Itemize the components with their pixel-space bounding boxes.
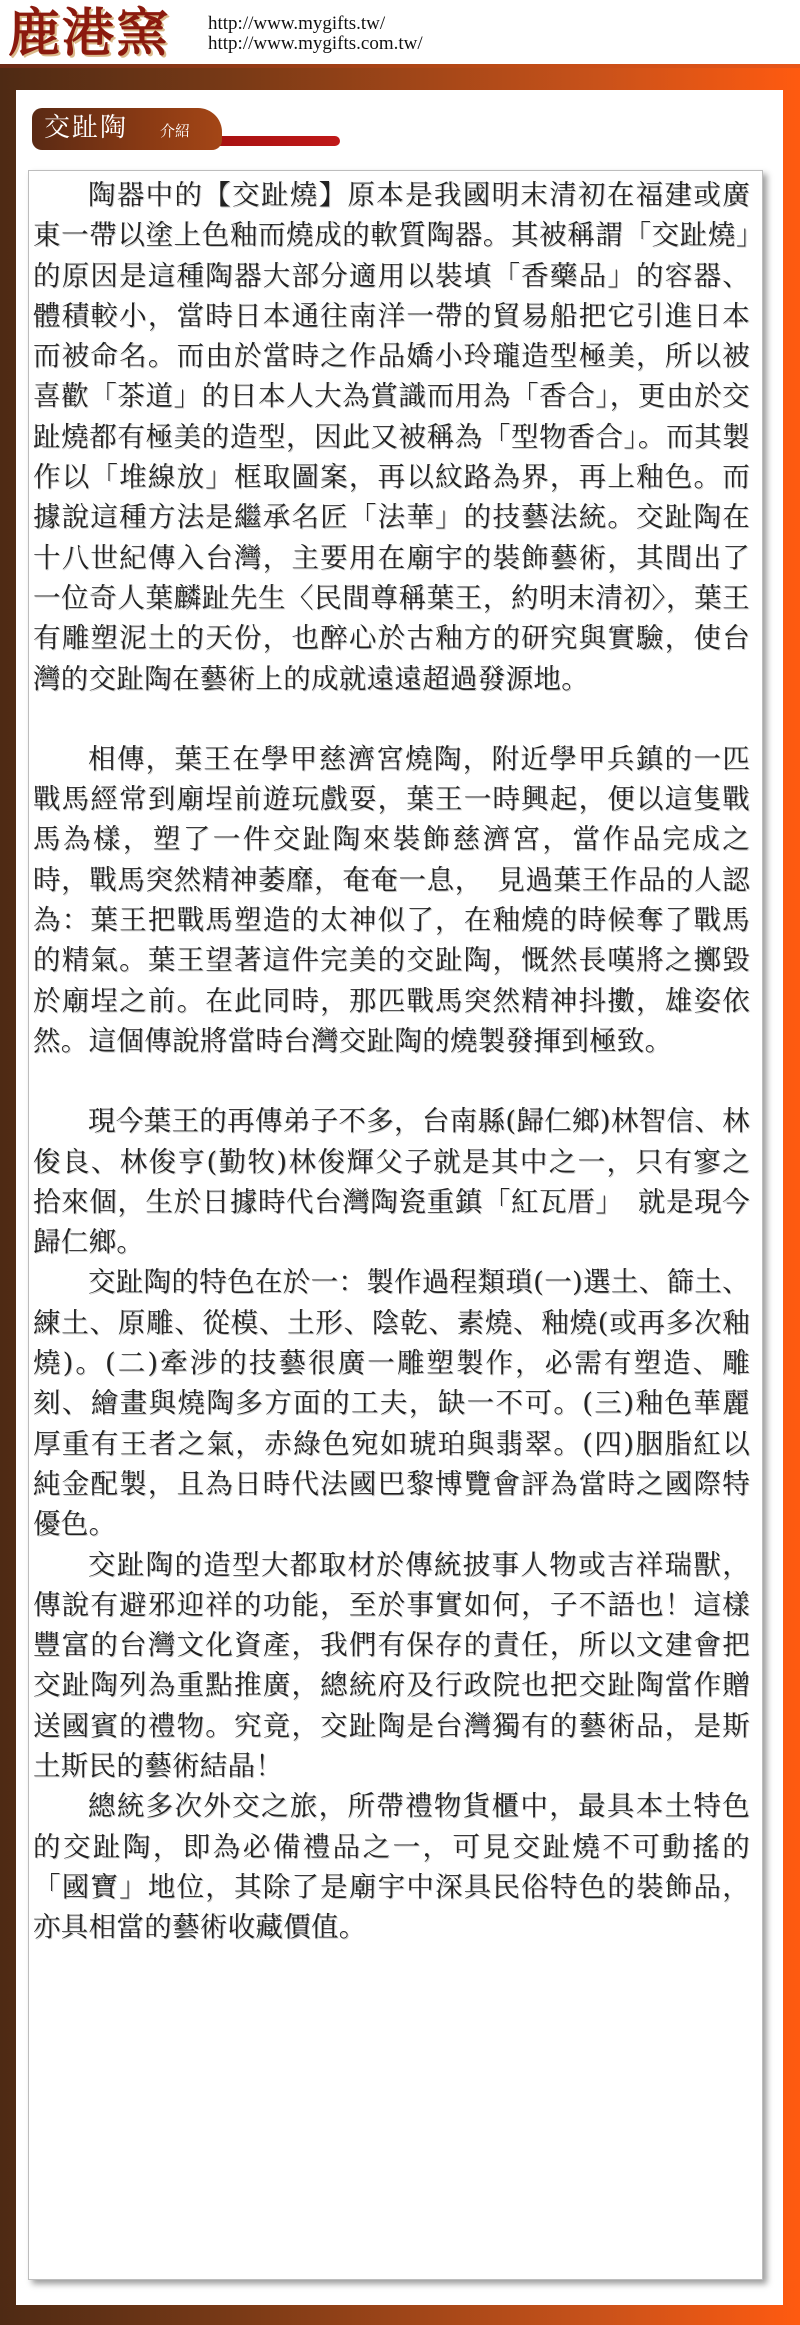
article-paragraph-5: 交趾陶的造型大都取材於傳統披事人物或吉祥瑞獸，傳說有避邪迎祥的功能，至於事實如何，子不語也！這樣豐富的台灣文化資產，我們有保存的責任，所以文建會把交趾陶列為重點推廣，總統府及行政院也把交趾陶當作贈送國賓的禮物。究竟，交趾陶是台灣獨有的藝術品，是斯土斯民的藝術結晶！ (33, 1548, 750, 1782)
paragraph-spacer (33, 699, 750, 739)
header (0, 0, 800, 68)
section-title: 交趾陶 (44, 113, 129, 143)
article-paragraph-3: 現今葉王的再傳弟子不多，台南縣(歸仁鄉)林智信、林俊良、林俊亨(勤牧)林俊輝父子就是其中之一，只有寥之拾來個，生於日據時代台灣陶瓷重鎮「紅瓦厝」 就是現今歸仁鄉。 (33, 1105, 750, 1259)
logo[interactable]: 鹿港窯 (8, 3, 171, 64)
article-paragraph-1: 陶器中的【交趾燒】原本是我國明末清初在福建或廣東一帶以塗上色釉而燒成的軟質陶器。其被稱謂「交趾燒」的原因是這種陶器大部分適用以裝填「香藥品」的容器、體積較小，當時日本通往南洋一帶的貿易船把它引進日本而被命名。而由於當時之作品嬌小玲瓏造型極美，所以被喜歡「茶道」的日本人大為賞識而用為「香合」，更由於交趾燒都有極美的造型，因此又被稱為「型物香合」。而其製作以「堆線放」框取圖案，再以紋路為界，再上釉色。而據說這種方法是繼承名匠「法華」的技藝法統。交趾陶在十八世紀傳入台灣，主要用在廟宇的裝飾藝術，其間出了一位奇人葉麟趾先生〈民間尊稱葉王，約明末清初〉，葉王有雕塑泥土的天份，也醉心於古釉方的研究與實驗，使台灣的交趾陶在藝術上的成就遠遠超過發源地。 (33, 179, 750, 695)
article-paragraph-4: 交趾陶的特色在於一：製作過程類瑣(一)選土、篩土、練土、原雕、從模、土形、陰乾、素燒、釉燒(或再多次釉燒)。(二)牽涉的技藝很廣一雕塑製作，必需有塑造、雕刻、繪畫與燒陶多方面的工夫，缺一不可。(三)釉色華麗厚重有王者之氣，赤綠色宛如琥珀與翡翠。(四)胭脂紅以純金配製，且為日時代法國巴黎博覽會評為當時之國際特優色。 (33, 1266, 750, 1541)
article-paragraph-2: 相傳，葉王在學甲慈濟宮燒陶，附近學甲兵鎮的一匹戰馬經常到廟埕前遊玩戲耍，葉王一時興起，便以這隻戰馬為樣，塑了一件交趾陶來裝飾慈濟宮，當作品完成之時，戰馬突然精神萎靡，奄奄一息， 見過葉王作品的人認為：葉王把戰馬塑造的太神似了，在釉燒的時候奪了戰馬的精氣。葉王望著這件完美的交趾陶，慨然長嘆將之擲毀於廟埕之前。在此同時，那匹戰馬突然精神抖擻，雄姿依然。這個傳說將當時台灣交趾陶的燒製發揮到極致。 (33, 742, 750, 1057)
website-link-com-tw[interactable]: http://www.mygifts.com.tw/ (208, 33, 423, 54)
section-subtitle: 介紹 (160, 122, 191, 140)
article-box (28, 170, 763, 2280)
url-list (208, 14, 423, 54)
paragraph-spacer (33, 1061, 750, 1101)
website-link-tw[interactable]: http://www.mygifts.tw/ (208, 13, 386, 34)
article-paragraph-6: 總統多次外交之旅，所帶禮物貨櫃中，最具本土特色的交趾陶，即為必備禮品之一，可見交趾燒不可動搖的「國寶」地位，其除了是廟宇中深具民俗特色的裝飾品，亦具相當的藝術收藏價值。 (33, 1790, 750, 1944)
